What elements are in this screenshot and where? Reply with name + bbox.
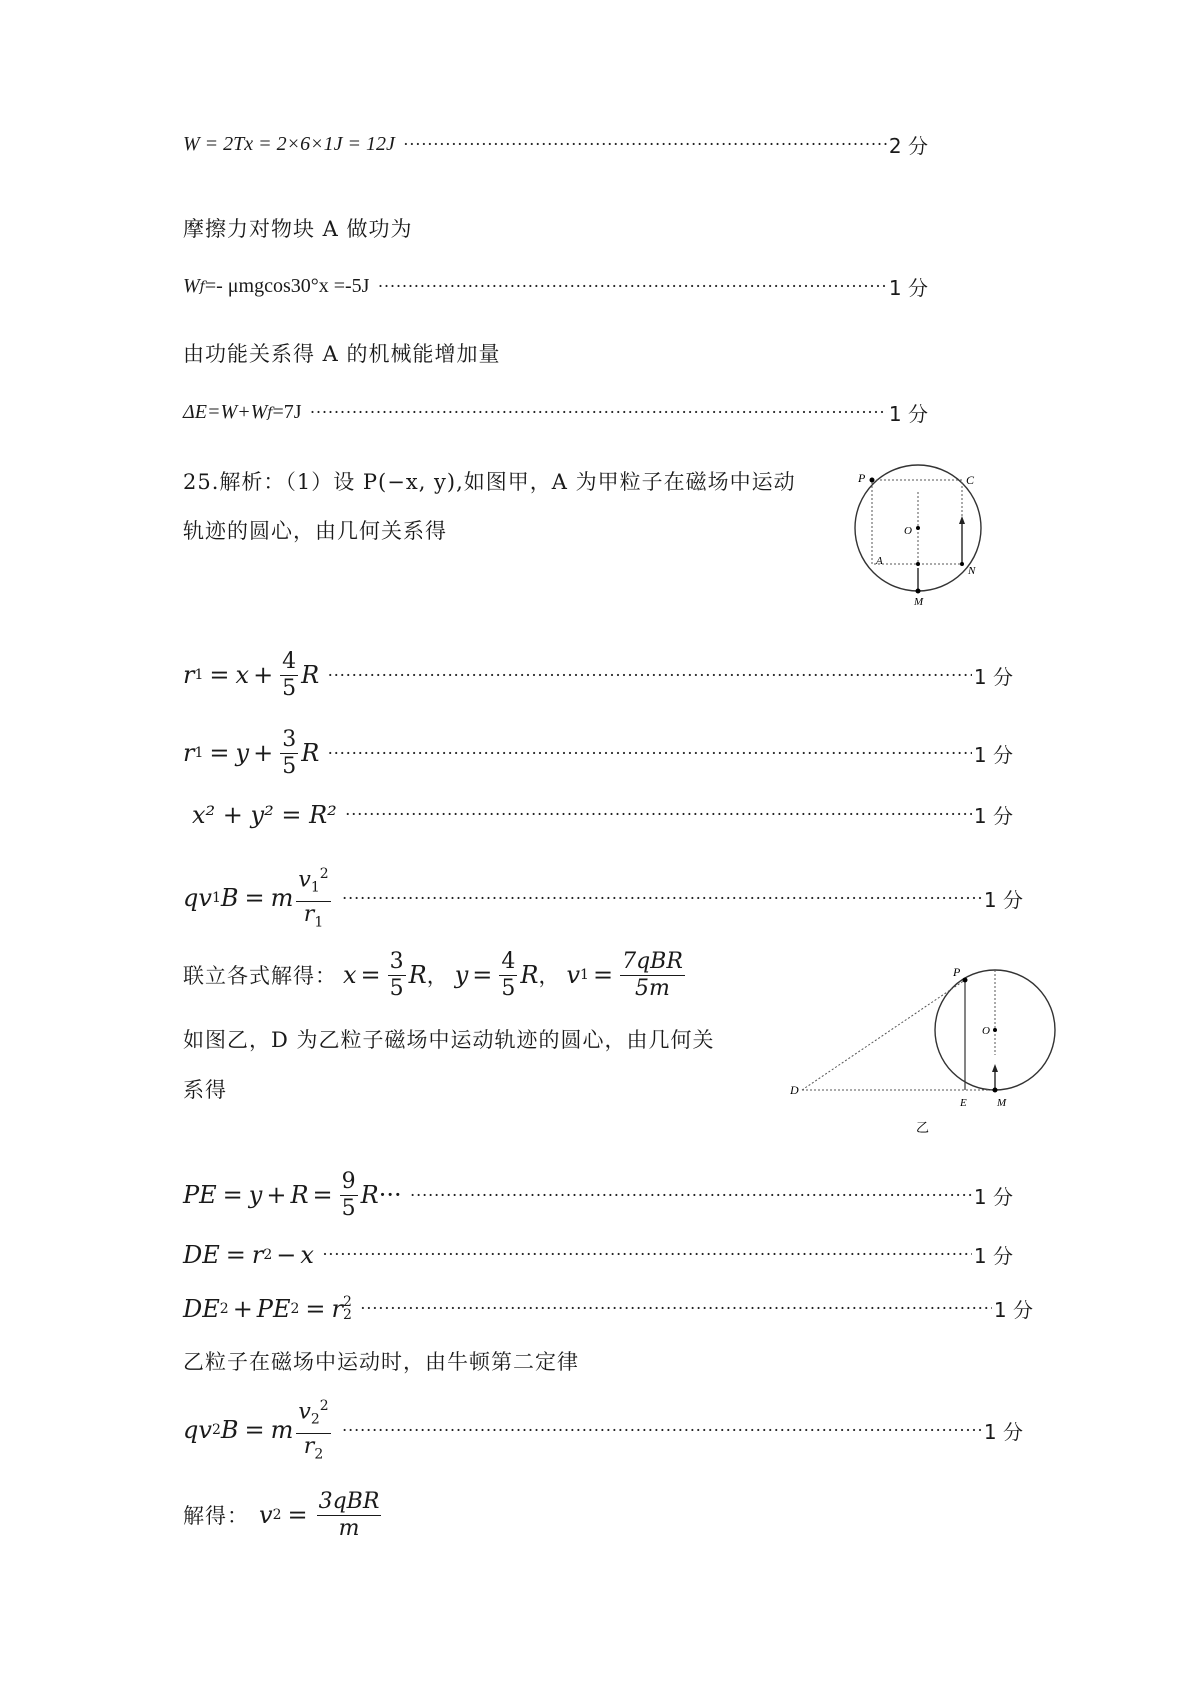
subscript: 1: [314, 914, 324, 931]
var-r: r: [251, 1240, 264, 1269]
equals-sign: =: [472, 961, 493, 989]
subscript: 1: [580, 967, 589, 983]
leader-dots: [345, 804, 972, 825]
var-q: q: [183, 884, 199, 912]
pythagoras-line: [183, 1294, 1033, 1323]
subscript: 1: [310, 879, 320, 896]
energy-change-value: =7J: [272, 401, 302, 423]
plus-sign: +: [266, 1181, 287, 1209]
fraction: [388, 949, 406, 1002]
score-label: 1 分: [973, 664, 1013, 689]
score-label: 1 分: [993, 1298, 1033, 1322]
friction-work-equation: =- μmgcos30°x =-5J: [204, 275, 370, 297]
score-label: 1 分: [888, 276, 928, 300]
score-label: 2 分: [888, 134, 928, 158]
numerator: 9: [341, 1168, 356, 1194]
var-r-cap: R: [520, 961, 539, 989]
fig2-label-m: M: [997, 1097, 1007, 1109]
leader-dots: [403, 134, 887, 155]
score-label: 1 分: [973, 742, 1013, 767]
leader-dots: [310, 402, 887, 423]
superscript: 2: [290, 1300, 300, 1317]
fig1-label-a: A: [876, 555, 883, 567]
equals-sign: =: [244, 1416, 265, 1444]
subscript: 2: [314, 1446, 324, 1463]
equals-sign: =: [244, 884, 265, 912]
de-line: [183, 1240, 1013, 1269]
denominator: 5: [389, 975, 404, 1001]
fraction: [620, 949, 685, 1002]
comma: ，: [426, 964, 449, 988]
energy-change-line: [183, 398, 928, 427]
fraction: [317, 1489, 382, 1542]
var-v: v: [198, 1416, 212, 1444]
fig2-label-o: O: [982, 1025, 990, 1037]
work-tension-line: [183, 130, 928, 159]
fraction: [296, 861, 330, 935]
fig1-label-p: P: [858, 471, 866, 485]
fig1-label-n: N: [968, 565, 976, 577]
subscript: 2: [263, 1246, 273, 1263]
comma: ，: [538, 964, 561, 988]
numerator: 3: [389, 948, 404, 974]
subscript: 1: [211, 890, 221, 906]
subscript: 1: [194, 745, 204, 761]
var-r: r: [183, 739, 195, 767]
minus-sign: −: [276, 1240, 297, 1269]
var-q: q: [183, 1416, 199, 1444]
solution-2-line: [183, 1480, 384, 1550]
var-r-cap: R: [290, 1181, 309, 1209]
lorentz-force-line-1: [183, 858, 1023, 938]
var-y: y: [248, 1181, 263, 1209]
var-v: v: [198, 884, 212, 912]
fraction: [296, 1393, 330, 1467]
q25-text-line2: 轨迹的圆心，由几何关系得: [183, 519, 447, 543]
leader-dots: [322, 1244, 972, 1265]
superscript: 2: [319, 865, 329, 882]
var-y: y: [235, 739, 250, 767]
var-r: r: [303, 901, 315, 927]
lorentz-force-line-2: [183, 1390, 1023, 1470]
var-v: v: [298, 867, 311, 893]
fig1-label-o: O: [904, 525, 912, 537]
equals-sign: =: [592, 961, 614, 989]
numerator: 3qBR: [318, 1488, 380, 1514]
var-pe: PE: [256, 1294, 291, 1323]
var-de: DE: [183, 1240, 220, 1269]
var-b: B: [220, 884, 239, 912]
friction-work-symbol: W: [183, 275, 200, 297]
score-label: 1 分: [983, 887, 1023, 912]
var-r: r: [331, 1294, 343, 1323]
r1-x-line: [183, 640, 1013, 710]
fig2-label-e: E: [960, 1097, 967, 1109]
numerator: 3: [282, 726, 297, 752]
leader-dots: [327, 743, 972, 764]
numerator: 4: [282, 648, 297, 674]
circle-equation: x² + y² = R²: [192, 800, 337, 829]
fig2-label-d: D: [790, 1083, 799, 1097]
leader-dots: [377, 276, 886, 297]
newton-text: 乙粒子在磁场中运动时，由牛顿第二定律: [183, 1350, 579, 1374]
score-label: 1 分: [888, 402, 928, 426]
sub-superscript: [342, 1293, 352, 1323]
friction-work-line: [183, 272, 928, 301]
numerator: [296, 861, 330, 901]
var-x: x: [343, 961, 357, 989]
plus-sign: +: [253, 739, 274, 767]
var-m: m: [270, 884, 294, 912]
denominator: [302, 1434, 325, 1467]
fraction: [499, 949, 517, 1002]
denominator: 5: [282, 753, 297, 779]
denominator: 5: [282, 675, 297, 701]
solution-1-label: 联立各式解得：: [183, 964, 337, 988]
superscript: 2: [219, 1300, 229, 1317]
subscript: 2: [211, 1422, 221, 1438]
equals-sign: =: [209, 739, 230, 767]
var-r-cap: R: [301, 661, 320, 689]
fig2-caption: 乙: [916, 1120, 930, 1135]
leader-dots: [410, 1185, 972, 1206]
fig2-text-line2: 系得: [183, 1078, 227, 1102]
leader-dots: [360, 1298, 992, 1319]
friction-subscript: f: [267, 404, 273, 421]
equals-sign: =: [222, 1181, 243, 1209]
denominator: 5m: [635, 975, 670, 1001]
subscript: 2: [310, 1411, 320, 1428]
fig1-label-c: C: [966, 473, 975, 487]
var-x: x: [235, 661, 250, 689]
denominator: m: [338, 1515, 360, 1541]
fig2-label-p: P: [953, 965, 961, 979]
friction-text: 摩擦力对物块 A 做功为: [183, 217, 413, 241]
var-v: v: [566, 961, 581, 989]
leader-dots: [342, 888, 982, 909]
score-label: 1 分: [973, 804, 1013, 828]
var-y: y: [454, 961, 469, 989]
plus-sign: +: [232, 1294, 253, 1323]
equals-sign: =: [360, 961, 381, 989]
numerator: 4: [501, 948, 516, 974]
leader-dots: [327, 665, 972, 686]
fraction: [280, 727, 298, 780]
q25-text-line1: 25.解析：（1）设 P(−x, y),如图甲，A 为甲粒子在磁场中运动: [183, 470, 796, 494]
equals-sign: =: [305, 1294, 326, 1323]
score-label: 1 分: [973, 1184, 1013, 1209]
equals-sign: =: [225, 1240, 246, 1269]
figure-yi-diagram: [790, 960, 1070, 1135]
friction-subscript: f: [199, 278, 205, 295]
var-r: r: [183, 661, 195, 689]
leader-dots: [342, 1420, 982, 1441]
figure-jia-diagram: [850, 460, 990, 610]
var-b: B: [220, 1416, 239, 1444]
ellipsis: ···: [378, 1181, 402, 1209]
energy-change-symbol: ΔE=W+W: [183, 401, 268, 423]
denominator: 5: [341, 1195, 356, 1221]
energy-text: 由功能关系得 A 的机械能增加量: [183, 342, 501, 366]
var-r-cap: R: [360, 1181, 379, 1209]
circle-equation-line: [192, 800, 1013, 829]
fig2-text-line1: 如图乙，D 为乙粒子磁场中运动轨迹的圆心，由几何关: [183, 1028, 715, 1052]
var-r-cap: R: [408, 961, 427, 989]
var-v: v: [298, 1399, 311, 1425]
score-label: 1 分: [973, 1244, 1013, 1268]
fig1-label-m: M: [914, 596, 924, 608]
var-r: r: [303, 1433, 315, 1459]
denominator: 5: [501, 975, 516, 1001]
fraction: [280, 649, 298, 702]
equals-sign: =: [287, 1501, 308, 1529]
subscript: 2: [342, 1306, 352, 1323]
superscript: 2: [342, 1293, 352, 1310]
solution-2-label: 解得：: [183, 1504, 249, 1528]
figure-jia: [850, 460, 990, 614]
fraction: [340, 1169, 358, 1222]
var-pe: PE: [183, 1181, 217, 1209]
var-de: DE: [183, 1294, 220, 1323]
var-m: m: [270, 1416, 294, 1444]
subscript: 1: [194, 667, 204, 683]
work-tension-equation: W = 2Tx = 2×6×1J = 12J: [183, 133, 395, 155]
subscript: 2: [272, 1507, 282, 1523]
equals-sign: =: [312, 1181, 333, 1209]
solution-1-line: [183, 940, 688, 1010]
var-x: x: [300, 1240, 314, 1269]
numerator: [296, 1393, 330, 1433]
r1-y-line: [183, 718, 1013, 788]
superscript: 2: [319, 1397, 329, 1414]
equals-sign: =: [209, 661, 230, 689]
plus-sign: +: [253, 661, 274, 689]
var-r-cap: R: [301, 739, 320, 767]
score-label: 1 分: [983, 1419, 1023, 1444]
pe-line: [183, 1160, 1013, 1230]
numerator: 7qBR: [622, 948, 683, 974]
figure-yi: [790, 960, 1070, 1139]
var-v: v: [259, 1501, 273, 1529]
denominator: [302, 902, 325, 935]
